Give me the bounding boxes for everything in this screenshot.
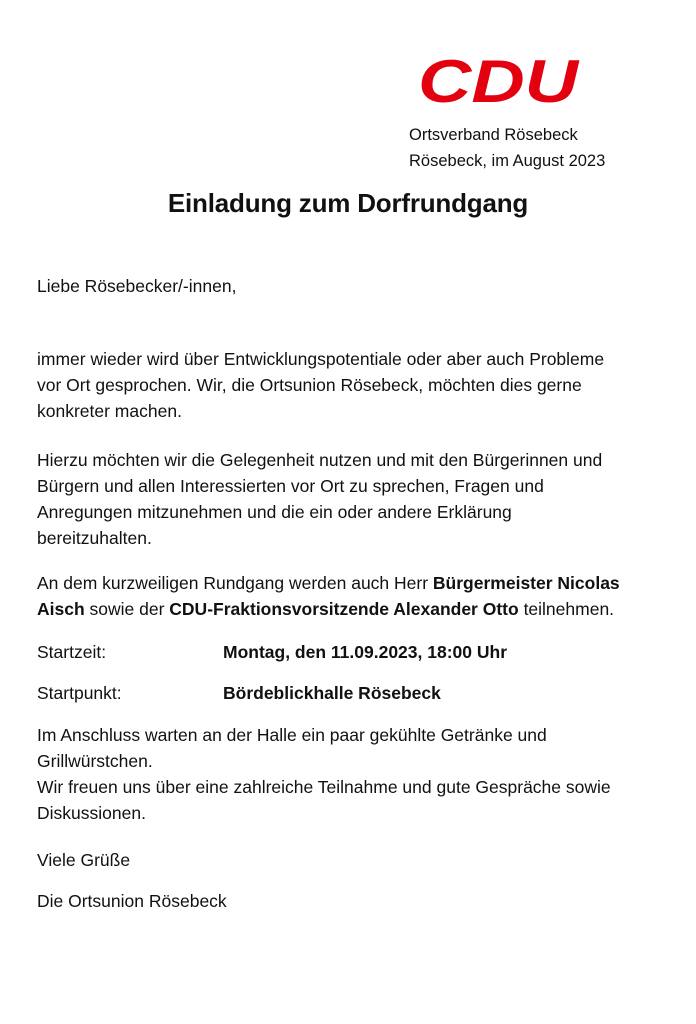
sender-block [409, 122, 605, 174]
paragraph-line: Bürgern und allen Interessierten vor Ort zu sprechen, Fragen und [37, 476, 544, 496]
document-title: Einladung zum Dorfrundgang [167, 188, 529, 218]
paragraph-line: immer wieder wird über Entwicklungspotentiale oder aber auch Probleme [37, 349, 605, 369]
start-place-row [37, 680, 637, 706]
start-place-label: Startpunkt: [37, 683, 122, 703]
mayor-name-cont: Aisch [37, 599, 85, 619]
paragraph-line: bereitzuhalten. [37, 528, 152, 548]
start-time-label: Startzeit: [37, 642, 107, 662]
paragraph-line: konkreter machen. [37, 401, 182, 421]
closing [37, 847, 677, 873]
paragraph-line: Anregungen mitzunehmen und die ein oder andere Erklärung [37, 502, 512, 522]
start-time-value: Montag, den 11.09.2023, 18:00 Uhr [223, 642, 508, 662]
paragraph-intro [37, 346, 677, 424]
signature-text: Die Ortsunion Rösebeck [37, 891, 227, 911]
paragraph-text: An dem kurzweiligen Rundgang werden auch Herr [37, 573, 433, 593]
paragraph-participants [37, 570, 677, 622]
start-place-value: Bördeblickhalle Rösebeck [223, 683, 441, 703]
paragraph-purpose [37, 447, 677, 551]
sender-place-date: Rösebeck, im August 2023 [409, 152, 606, 170]
paragraph-line: Wir freuen uns über eine zahlreiche Teilnahme und gute Gespräche sowie [37, 777, 611, 797]
sender-organization: Ortsverband Rösebeck [409, 126, 578, 144]
paragraph-text: sowie der [84, 599, 170, 619]
paragraph-line: Diskussionen. [37, 803, 146, 823]
cdu-logo-text: CDU [418, 54, 580, 106]
paragraph-text: teilnehmen. [518, 599, 615, 619]
signature [37, 888, 677, 914]
paragraph-line: Im Anschluss warten an der Halle ein paar gekühlte Getränke und [37, 725, 547, 745]
start-time-row [37, 639, 637, 665]
mayor-name: Bürgermeister Nicolas [432, 573, 620, 593]
greeting-text: Liebe Rösebecker/-innen, [37, 276, 237, 296]
paragraph-refreshments [37, 722, 677, 826]
cdu-logo-graphic [418, 54, 580, 106]
paragraph-line [37, 596, 677, 622]
paragraph-line: Hierzu möchten wir die Gelegenheit nutzen und mit den Bürgerinnen und [37, 450, 603, 470]
greeting [37, 273, 677, 299]
paragraph-line: Grillwürstchen. [37, 751, 153, 771]
faction-leader-name: CDU-Fraktionsvorsitzende Alexander Otto [169, 599, 519, 619]
paragraph-line: vor Ort gesprochen. Wir, die Ortsunion Rösebeck, möchten dies gerne [37, 375, 582, 395]
paragraph-line [37, 570, 677, 596]
cdu-logo [418, 54, 580, 106]
closing-text: Viele Grüße [37, 850, 131, 870]
